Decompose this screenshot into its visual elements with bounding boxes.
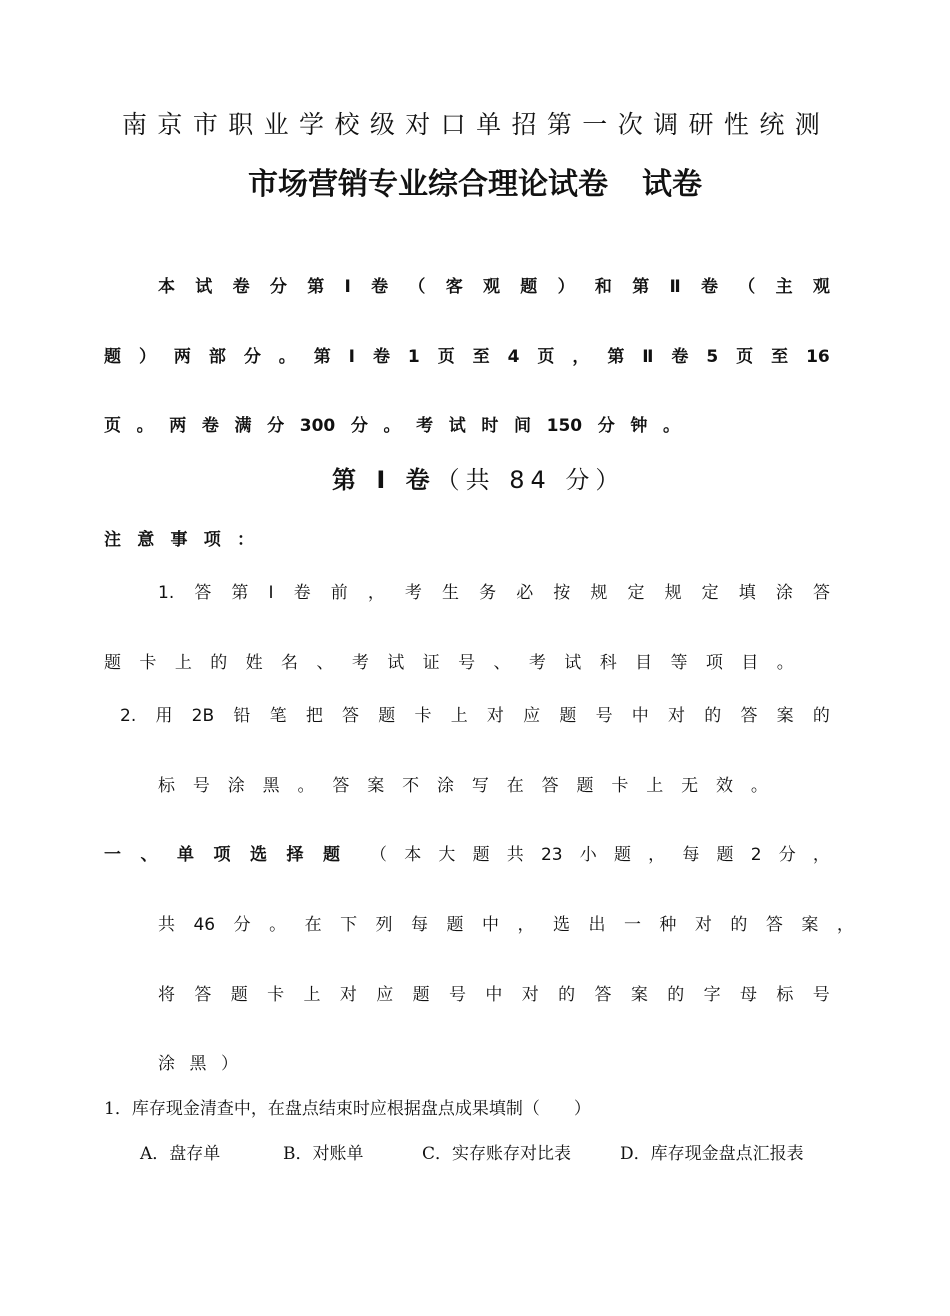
paper-title-main: 市场营销专业综合理论试卷 (248, 167, 608, 202)
part1-line-4: 涂 黑 ） (158, 1054, 238, 1074)
part1-heading-rest: （ 本 大 题 共 23 小 题 ， 每 题 2 分 ， (370, 845, 830, 865)
question-1-option-d: D．库存现金盘点汇报表 (620, 1144, 804, 1164)
paper-title (0, 167, 950, 202)
intro-line-3: 页 。 两 卷 满 分 300 分 。 考 试 时 间 150 分 钟 。 (104, 416, 680, 436)
note-2-line-1: 2. 用 2B 铅 笔 把 答 题 卡 上 对 应 题 号 中 对 的 答 案 的 (120, 706, 830, 726)
paper-title-suffix: 试卷 (642, 167, 702, 202)
note-1-line-1: 1. 答 第 Ⅰ 卷 前 ， 考 生 务 必 按 规 定 规 定 填 涂 答 (158, 583, 830, 603)
part1-line-2: 共 46 分 。 在 下 列 每 题 中 ， 选 出 一 种 对 的 答 案 ， (158, 915, 854, 935)
note-1-line-2: 题 卡 上 的 姓 名 、 考 试 证 号 、 考 试 科 目 等 项 目 。 (104, 653, 794, 673)
intro-line-2: 题 ） 两 部 分 。 第 Ⅰ 卷 1 页 至 4 页 ， 第 Ⅱ 卷 5 页 至 16 (104, 347, 830, 367)
notes-title: 注 意 事 项 ： (104, 530, 254, 550)
section-heading (332, 468, 625, 492)
intro-line-1: 本 试 卷 分 第 Ⅰ 卷 （ 客 观 题 ） 和 第 Ⅱ 卷 （ 主 观 (158, 277, 830, 297)
question-1-option-b: B．对账单 (283, 1144, 364, 1164)
part1-heading-bold: 一 、 单 项 选 择 题 (104, 845, 340, 865)
part1-line-3: 将 答 题 卡 上 对 应 题 号 中 对 的 答 案 的 字 母 标 号 (158, 985, 830, 1005)
school-line: 南 京 市 职 业 学 校 级 对 口 单 招 第 一 次 调 研 性 统 测 (122, 110, 820, 139)
question-1-stem: 1．库存现金清查中，在盘点结束时应根据盘点成果填制（ ） (104, 1099, 591, 1119)
section-heading-main: 第 Ⅰ 卷 (332, 466, 436, 494)
question-1-option-a: A．盘存单 (140, 1144, 221, 1164)
question-1-option-c: C．实存账存对比表 (422, 1144, 572, 1164)
part1-heading (104, 847, 830, 864)
section-heading-sub: （共 84 分） (435, 466, 626, 494)
note-2-line-2: 标 号 涂 黑 。 答 案 不 涂 写 在 答 题 卡 上 无 效 。 (158, 776, 768, 796)
